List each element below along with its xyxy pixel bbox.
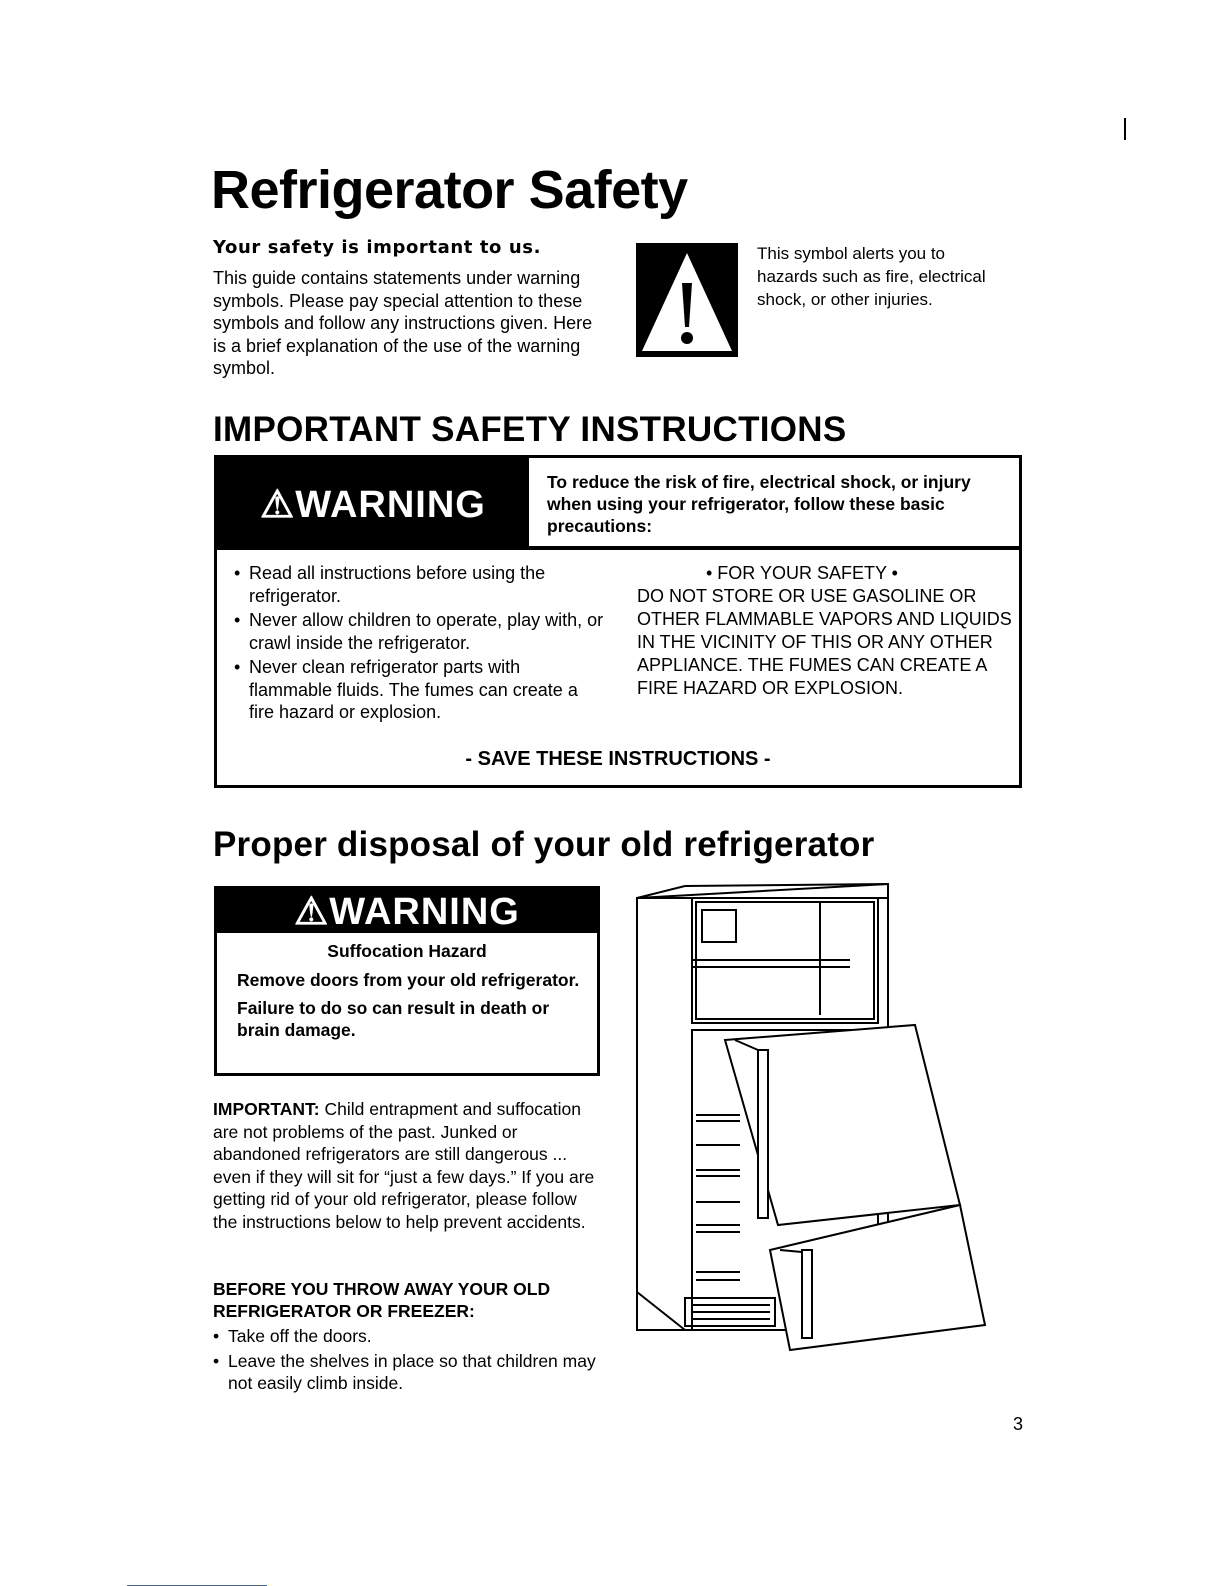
warning-intro: To reduce the risk of fire, electrical shock, or injury when using your refrigerator, follow these basic precautions: bbox=[547, 472, 971, 536]
page-number: 3 bbox=[1013, 1414, 1024, 1434]
list-item: • Take off the doors. bbox=[213, 1325, 613, 1348]
page-title: Refrigerator Safety bbox=[211, 160, 688, 220]
refrigerator-doors-removed-illustration bbox=[630, 880, 990, 1365]
list-item: • Never allow children to operate, play with, or crawl inside the refrigerator. bbox=[234, 609, 604, 654]
warning-rule bbox=[529, 546, 1019, 550]
suffocation-warning-box bbox=[214, 886, 600, 1076]
for-your-safety-heading: • FOR YOUR SAFETY • bbox=[706, 563, 898, 583]
precaution-list bbox=[234, 562, 604, 726]
hazard-line: Failure to do so can result in death or brain damage. bbox=[237, 998, 550, 1040]
hazard-title: Suffocation Hazard bbox=[327, 941, 487, 961]
symbol-description: This symbol alerts you to hazards such as fire, electrical shock, or other injuries. bbox=[757, 244, 986, 309]
warning-label: ⚠WARNING bbox=[217, 889, 597, 933]
important-text: Child entrapment and suffocation are not problems of the past. Junked or abandoned refrigerators are still dangerous ... even if they will sit for “just a few days.” If you are getting rid of your old refrigerator, please follow the instructions below to help prevent accidents. bbox=[213, 1099, 595, 1232]
warning-triangle-icon bbox=[636, 243, 738, 357]
safety-warning-box bbox=[214, 455, 1022, 788]
hazard-body bbox=[237, 969, 587, 1047]
important-paragraph bbox=[213, 1098, 598, 1233]
margin-change-bar bbox=[1124, 118, 1126, 140]
hazard-line: Remove doors from your old refrigerator. bbox=[237, 970, 580, 990]
list-item: • Never clean refrigerator parts with flammable fluids. The fumes can create a fire hazard or explosion. bbox=[234, 656, 604, 724]
warning-label: ⚠WARNING bbox=[217, 458, 529, 550]
safety-instructions-heading: IMPORTANT SAFETY INSTRUCTIONS bbox=[213, 410, 847, 449]
important-label: IMPORTANT: bbox=[213, 1099, 320, 1119]
intro-heading: Your safety is important to us. bbox=[213, 237, 542, 258]
intro-body: This guide contains statements under warning symbols. Please pay special attention to these symbols and follow any instructions given. Here is a brief explanation of the use of the warning symbol. bbox=[213, 268, 593, 378]
save-instructions-line: - SAVE THESE INSTRUCTIONS - bbox=[465, 748, 771, 770]
for-your-safety-text: DO NOT STORE OR USE GASOLINE OR OTHER FLAMMABLE VAPORS AND LIQUIDS IN THE VICINITY OF THIS OR ANY OTHER APPLIANCE. THE FUMES CAN CREATE A FIRE HAZARD OR EXPLOSION. bbox=[637, 586, 1012, 698]
list-item: • Leave the shelves in place so that children may not easily climb inside. bbox=[213, 1350, 613, 1395]
list-item: • Read all instructions before using the refrigerator. bbox=[234, 562, 604, 607]
disposal-heading: Proper disposal of your old refrigerator bbox=[213, 825, 875, 864]
before-throw-away-heading: BEFORE YOU THROW AWAY YOUR OLD REFRIGERATOR OR FREEZER: bbox=[213, 1279, 551, 1321]
disposal-steps-list bbox=[213, 1325, 613, 1397]
